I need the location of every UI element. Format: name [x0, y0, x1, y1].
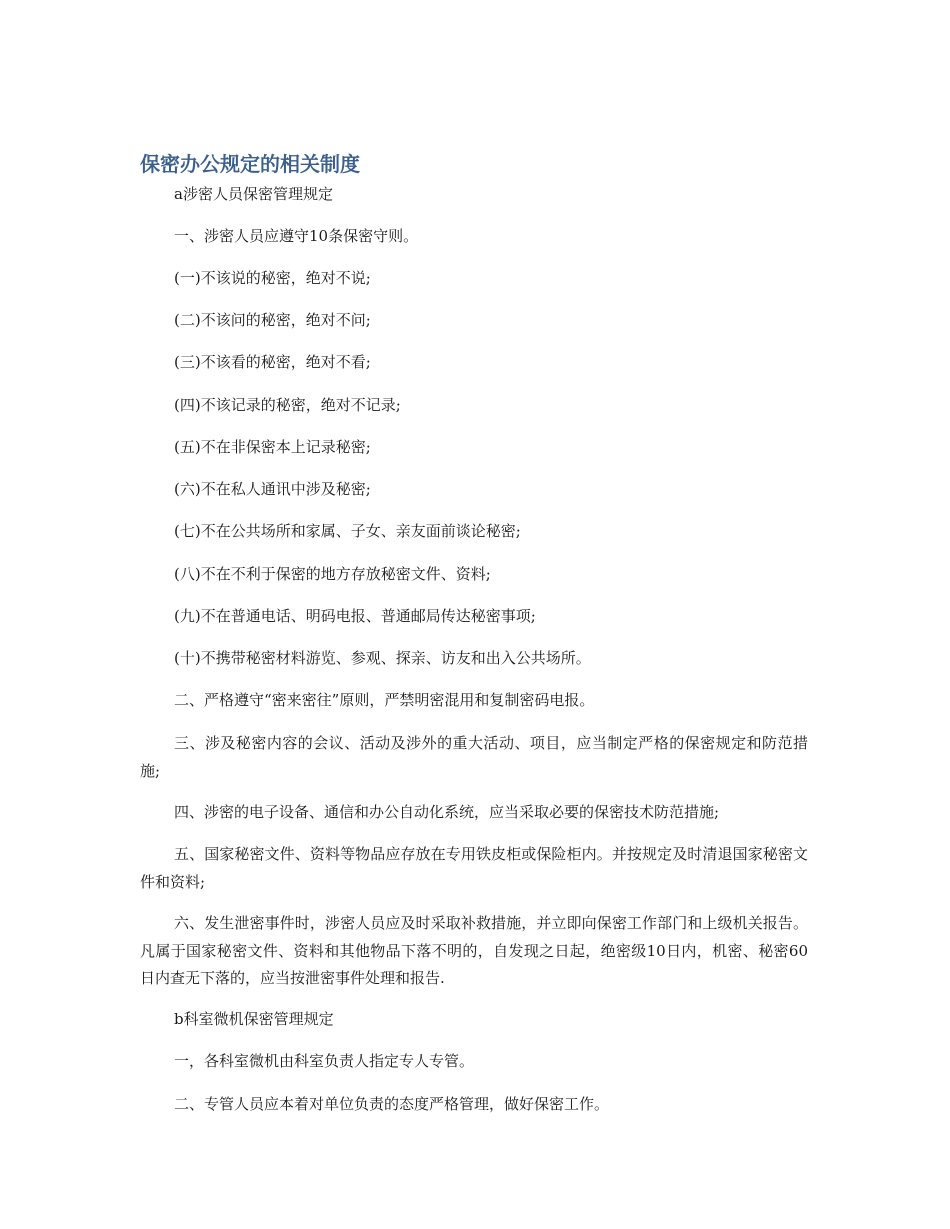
list-item-6: (六)不在私人通讯中涉及秘密;: [174, 480, 371, 498]
paragraph-rule-3: 三、涉及秘密内容的会议、活动及涉外的重大活动、项目，应当制定严格的保密规定和防范措施;: [140, 734, 808, 780]
document-title: 保密办公规定的相关制度: [140, 152, 360, 176]
list-item-4: (四)不该记录的秘密，绝对不记录;: [174, 396, 401, 414]
list-item-3: (三)不该看的秘密，绝对不看;: [174, 353, 371, 371]
list-item-9: (九)不在普通电话、明码电报、普通邮局传达秘密事项;: [174, 607, 536, 625]
section-heading-a: a涉密人员保密管理规定: [174, 185, 333, 203]
list-item-1: (一)不该说的秘密，绝对不说;: [174, 269, 371, 287]
paragraph-rule-4: 四、涉密的电子设备、通信和办公自动化系统，应当采取必要的保密技术防范措施;: [174, 803, 720, 821]
list-item-2: (二)不该问的秘密，绝对不问;: [174, 311, 371, 329]
list-item-10: (十)不携带秘密材料游览、参观、探亲、访友和出入公共场所。: [174, 649, 591, 667]
list-item-5: (五)不在非保密本上记录秘密;: [174, 438, 371, 456]
paragraph-rule-6: 六、发生泄密事件时，涉密人员应及时采取补救措施，并立即向保密工作部门和上级机关报告。凡属于国家秘密文件、资料和其他物品下落不明的，自发现之日起，绝密级10日内，机密、秘密60日内查无下落的，应当按泄密事件处理和报告.: [140, 914, 808, 987]
paragraph-rule-5: 五、国家秘密文件、资料等物品应存放在专用铁皮柜或保险柜内。并按规定及时清退国家秘密文件和资料;: [140, 845, 808, 891]
paragraph-b-rule-2: 二、专管人员应本着对单位负责的态度严格管理，做好保密工作。: [174, 1095, 610, 1113]
paragraph-b-rule-1: 一，各科室微机由科室负责人指定专人专管。: [174, 1052, 475, 1070]
paragraph-rule-2: 二、严格遵守“密来密往”原则，严禁明密混用和复制密码电报。: [174, 691, 595, 709]
list-item-7: (七)不在公共场所和家属、子女、亲友面前谈论秘密;: [174, 522, 521, 540]
list-item-8: (八)不在不利于保密的地方存放秘密文件、资料;: [174, 565, 491, 583]
section-heading-b: b科室微机保密管理规定: [174, 1010, 334, 1028]
paragraph-rule-1: 一、涉密人员应遵守10条保密守则。: [174, 227, 419, 245]
